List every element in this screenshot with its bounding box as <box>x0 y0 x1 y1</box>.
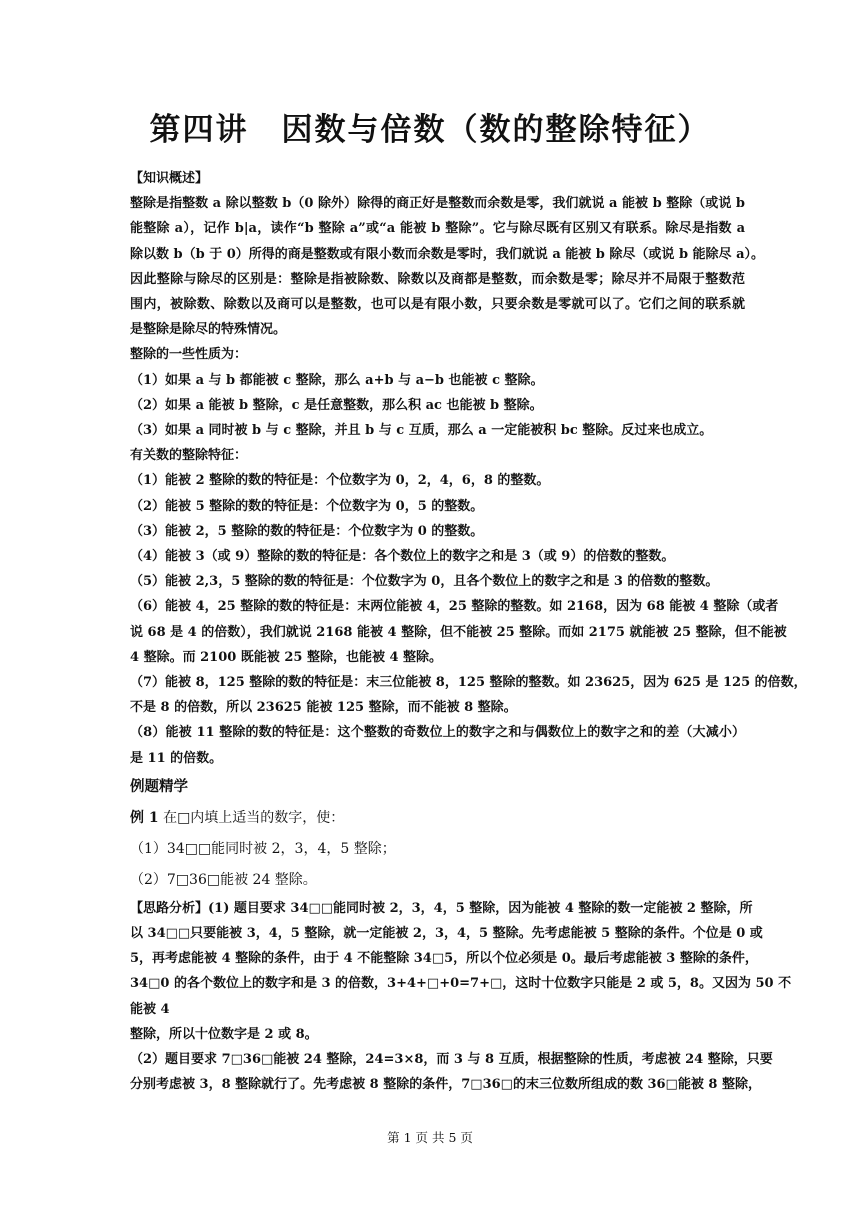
feature-item: 说 68 是 4 的倍数），我们就说 2168 能被 4 整除，但不能被 25 整除。而如 2175 就能被 25 整除，但不能被 <box>130 624 787 640</box>
overview-paragraph <box>130 191 765 342</box>
example-1-item: （2）7□36□能被 24 整除。 <box>130 871 317 888</box>
overview-line: 因此整除与除尽的区别是：整除是指被除数、除数以及商都是整数，而余数是零；除尽并不局限于整数范 <box>130 271 745 287</box>
overview-line: 除以数 b（b 于 0）所得的商是整数或有限小数而余数是零时，我们就说 a 能被 b 除尽（或说 b 能除尽 a）。 <box>130 246 765 262</box>
feature-item: （5）能被 2,3，5 整除的数的特征是：个位数字为 0，且各个数位上的数字之和是 3 的倍数的整数。 <box>130 574 719 590</box>
analysis-line: 整除，所以十位数字是 2 或 8。 <box>130 1026 318 1042</box>
properties-list <box>130 368 745 444</box>
feature-item: （8）能被 11 整除的数的特征是：这个整数的奇数位上的数字之和与偶数位上的数字之和的差（大减小） <box>130 725 745 741</box>
analysis-line: 以 34□□只要能被 3，4，5 整除，就一定能被 2，3，4，5 整除。先考虑能被 5 整除的条件。个位是 0 或 <box>130 926 763 942</box>
feature-item: （3）能被 2，5 整除的数的特征是：个位数字为 0 的整数。 <box>130 523 484 539</box>
feature-item: （7）能被 8，125 整除的数的特征是：末三位能被 8，125 整除的整数。如 23625，因为 625 是 125 的倍数， <box>130 675 807 691</box>
overview-line: 是整除是除尽的特殊情况。 <box>130 322 287 338</box>
feature-item: （2）能被 5 整除的数的特征是：个位数字为 0，5 的整数。 <box>130 498 484 514</box>
analysis-line: 【思路分析】(1) 题目要求 34□□能同时被 2，3，4，5 整除，因为能被 4 整除的数一定能被 2 整除，所 <box>130 900 753 916</box>
overview-heading: 【知识概述】 <box>130 171 209 186</box>
example-1-item: （1）34□□能同时被 2，3，4，5 整除； <box>130 840 396 857</box>
overview-line: 围内，被除数、除数以及商可以是整数，也可以是有限小数，只要余数是零就可以了。它们之间的联系就 <box>130 297 745 313</box>
feature-item: （1）能被 2 整除的数的特征是：个位数字为 0，2，4，6，8 的整数。 <box>130 473 550 489</box>
analysis-line: （2）题目要求 7□36□能被 24 整除，24=3×8，而 3 与 8 互质，根据整除的性质，考虑被 24 整除，只要 <box>130 1052 773 1068</box>
feature-item: 不是 8 的倍数，所以 23625 能被 125 整除，而不能被 8 整除。 <box>130 700 517 716</box>
examples-heading: 例题精学 <box>130 777 188 795</box>
feature-item: （6）能被 4，25 整除的数的特征是：末两位能被 4，25 整除的整数。如 2168，因为 68 能被 4 整除（或者 <box>130 599 779 615</box>
overview-line: 整除是指整数 a 除以整数 b（0 除外）除得的商正好是整数而余数是零，我们就说 a 能被 b 整除（或说 b <box>130 196 745 212</box>
page-title: 第四讲 因数与倍数（数的整除特征） <box>149 112 711 148</box>
example-1 <box>130 803 745 896</box>
features-heading: 有关数的整除特征： <box>130 448 248 464</box>
property-item: （2）如果 a 能被 b 整除，c 是任意整数，那么积 ac 也能被 b 整除。 <box>130 397 543 413</box>
analysis-line: 5，再考虑能被 4 整除的条件，由于 4 不能整除 34□5，所以个位必须是 0。最后考虑能被 3 整除的条件， <box>130 951 758 967</box>
example-1-prompt <box>130 803 745 834</box>
feature-item: 4 整除。而 2100 既能被 25 整除，也能被 4 整除。 <box>130 649 443 665</box>
features-list <box>130 468 807 770</box>
property-item: （3）如果 a 同时被 b 与 c 整除，并且 b 与 c 互质，那么 a 一定能被积 bc 整除。反过来也成立。 <box>130 423 713 439</box>
example-1-text: 在□内填上适当的数字，使： <box>158 809 345 826</box>
overview-line: 能整除 a），记作 b|a，读作“b 整除 a”或“a 能被 b 整除”。它与除尽既有区别又有联系。除尽是指数 a <box>130 221 745 237</box>
example-1-label: 例 1 <box>130 809 159 826</box>
analysis-line: 分别考虑被 3，8 整除就行了。先考虑被 8 整除的条件，7□36□的末三位数所组成的数 36□能被 8 整除， <box>130 1077 761 1093</box>
content-body <box>130 166 807 1098</box>
properties-heading: 整除的一些性质为： <box>130 347 248 363</box>
feature-item: （4）能被 3（或 9）整除的数的特征是：各个数位上的数字之和是 3（或 9）的倍数的整数。 <box>130 549 675 565</box>
analysis-line: 34□0 的各个数位上的数字和是 3 的倍数，3+4+□+0=7+□，这时十位数字只能是 2 或 5，8。又因为 50 不 <box>130 976 792 992</box>
feature-item: 是 11 的倍数。 <box>130 750 223 766</box>
analysis-paragraph <box>130 896 792 1098</box>
analysis-line: 能被 4 <box>130 1001 170 1017</box>
property-item: （1）如果 a 与 b 都能被 c 整除，那么 a+b 与 a−b 也能被 c 整除。 <box>130 372 544 388</box>
page-footer: 第 1 页 共 5 页 <box>387 1130 473 1145</box>
